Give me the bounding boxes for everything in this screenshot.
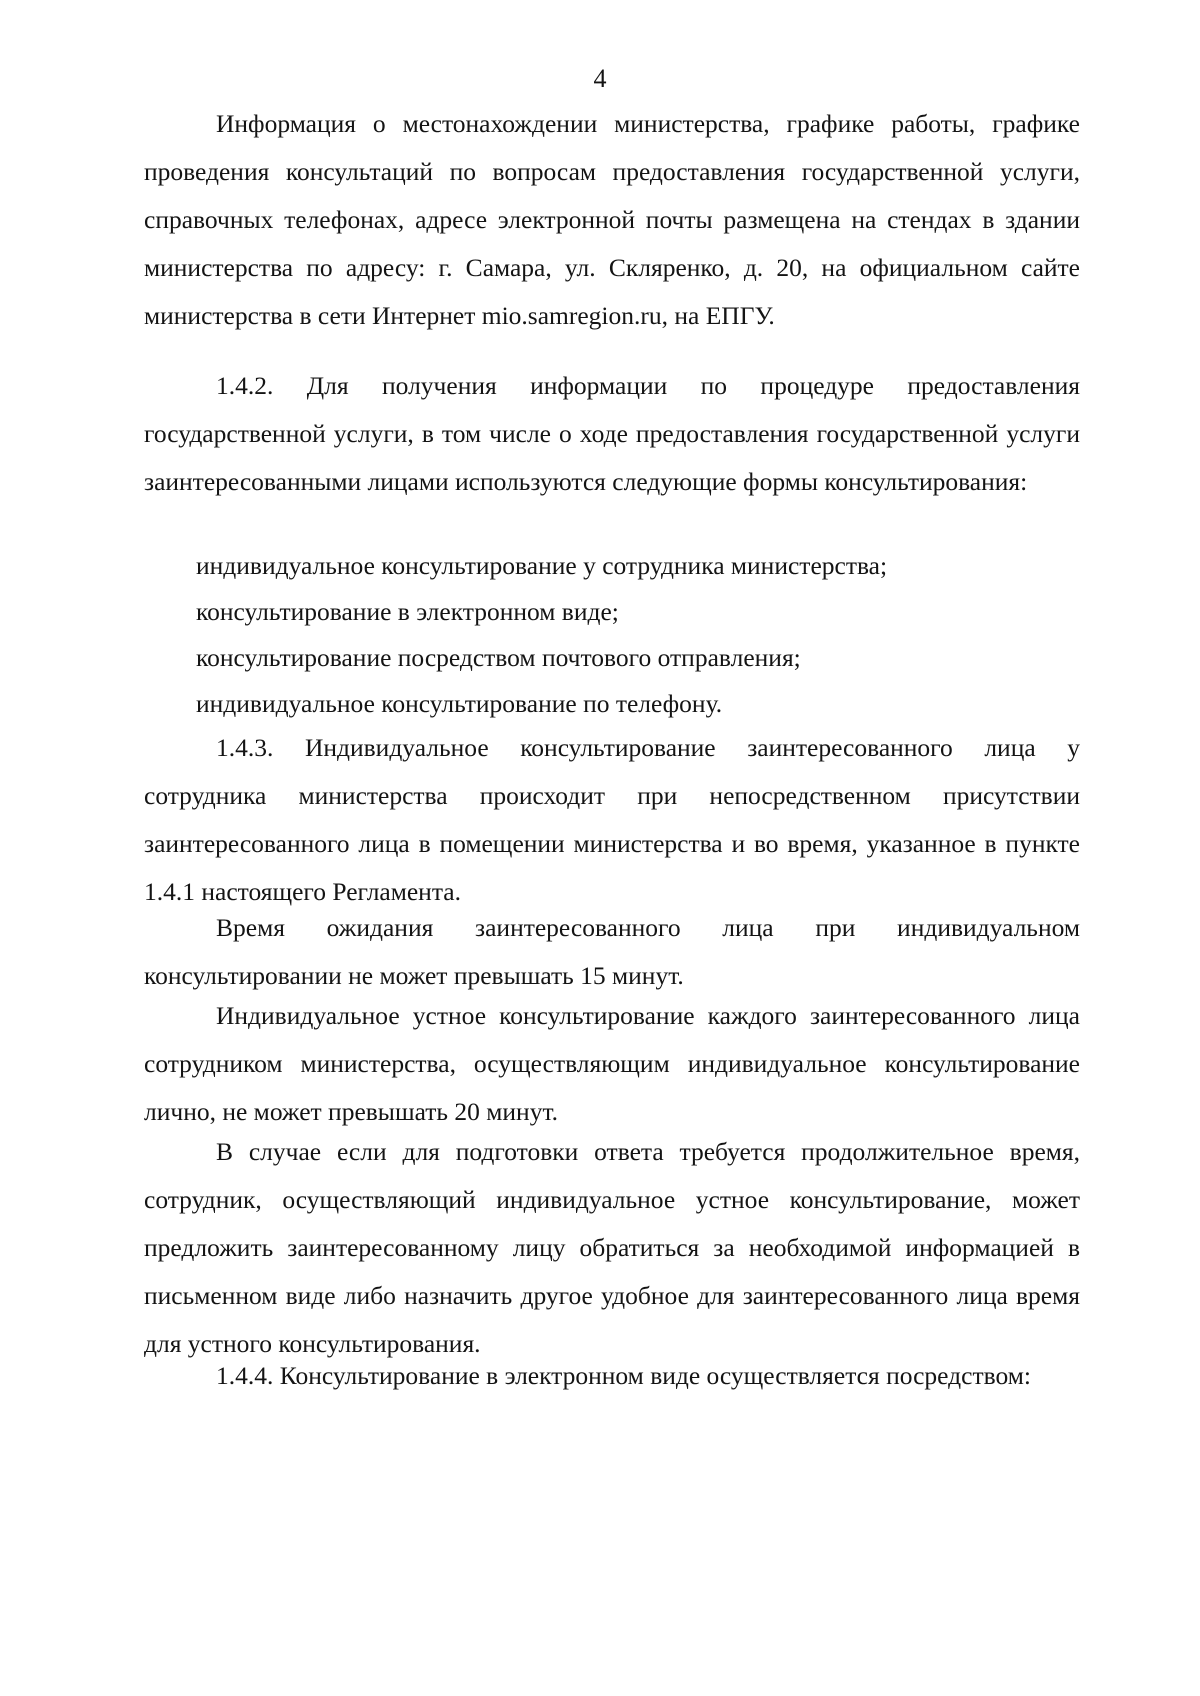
list-item-individual: индивидуальное консультирование у сотрудника министерства; xyxy=(196,551,888,580)
paragraph-long-answer: В случае если для подготовки ответа требуется продолжительное время, сотрудник, осуществляющий индивидуальное устное консультирование, может предложить заинтересованному лицу обратиться за необходимой информацией в письменном виде либо назначить другое удобное для заинтересованного лица время для устного консультирования. xyxy=(144,1137,1080,1358)
paragraph-contact-info: Информация о местонахождении министерства, графике работы, графике проведения консультаций по вопросам предоставления государственной услуги, справочных телефонах, адресе электронной почты размещена на стендах в здании министерства по адресу: г. Самара, ул. Скляренко, д. 20, на официальном сайте министерства в сети Интернет mio.samregion.ru, на ЕПГУ. xyxy=(144,109,1080,330)
paragraph-1-4-3: 1.4.3. Индивидуальное консультирование заинтересованного лица у сотрудника министерства происходит при непосредственном присутствии заинтересованного лица в помещении министерства и во время, указанное в пункте 1.4.1 настоящего Регламента. xyxy=(144,733,1080,906)
paragraph-1-4-4: 1.4.4. Консультирование в электронном виде осуществляется посредством: xyxy=(216,1361,1031,1390)
list-item-postal: консультирование посредством почтового отправления; xyxy=(196,643,801,672)
page-number: 4 xyxy=(593,64,607,93)
paragraph-waiting-time: Время ожидания заинтересованного лица при индивидуальном консультировании не может превышать 15 минут. xyxy=(144,913,1080,990)
paragraph-oral-consultation: Индивидуальное устное консультирование каждого заинтересованного лица сотрудником министерства, осуществляющим индивидуальное консультирование лично, не может превышать 20 минут. xyxy=(144,1001,1080,1126)
list-item-phone: индивидуальное консультирование по телефону. xyxy=(196,689,723,718)
paragraph-1-4-2: 1.4.2. Для получения информации по процедуре предоставления государственной услуги, в том числе о ходе предоставления государственной услуги заинтересованными лицами используются следующие формы консультирования: xyxy=(144,371,1080,496)
list-item-electronic: консультирование в электронном виде; xyxy=(196,597,619,626)
